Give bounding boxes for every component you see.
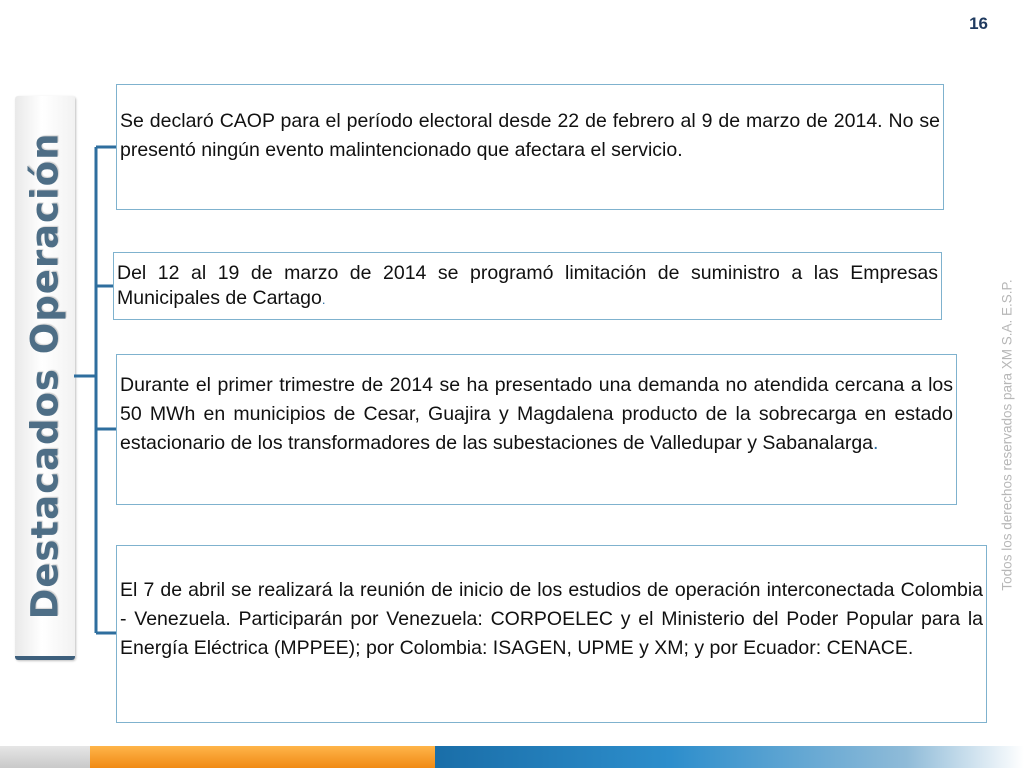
footer-bar <box>0 746 1024 768</box>
highlight-box-demanda <box>116 354 957 505</box>
footer-segment-orange <box>90 746 435 768</box>
footer-segment-gray <box>0 746 90 768</box>
page-number: 16 <box>969 14 988 33</box>
footer-segment-blue <box>435 746 1024 768</box>
highlight-text: Del 12 al 19 de marzo de 2014 se programó limitación de suministro a las Empresas Municipales de Cartago. <box>117 262 938 309</box>
highlight-text: Se declaró CAOP para el período electoral desde 22 de febrero al 9 de marzo de 2014. No se presentó ningún evento malintencionado que afectara el servicio. <box>120 110 940 161</box>
highlight-box-caop <box>116 84 944 210</box>
highlight-text: Durante el primer trimestre de 2014 se ha presentado una demanda no atendida cercana a los 50 MWh en municipios de Cesar, Guajira y Magdalena producto de la sobrecarga en estado estacionario de los transformadores de las subestaciones de Valledupar y Sabanalarga. <box>120 374 953 454</box>
highlight-box-cartago <box>113 252 942 320</box>
copyright-watermark: Todos los derechos reservados para XM S.A. E.S.P. <box>999 279 1015 591</box>
highlight-text: El 7 de abril se realizará la reunión de inicio de los estudios de operación interconectada Colombia - Venezuela. Participarán por Venezuela: CORPOELEC y el Ministerio del Poder Popular para la Energía Eléctrica (MPPEE); por Colombia: ISAGEN, UPME y XM; y por Ecuador: CENACE. <box>120 579 983 659</box>
highlight-box-reunion <box>116 545 987 723</box>
section-title: Destacados Operación <box>23 132 67 620</box>
